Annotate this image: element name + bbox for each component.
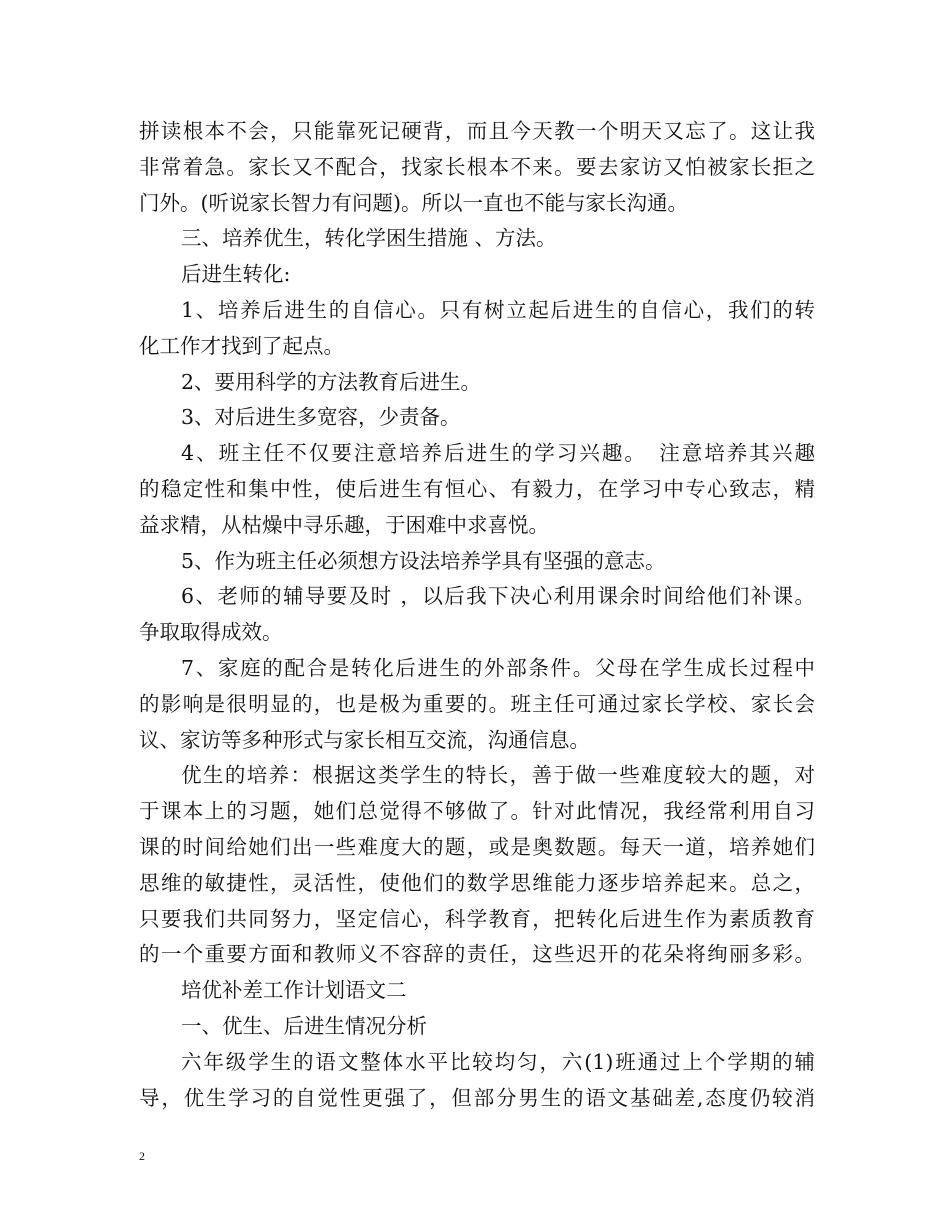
text-line: 6、老师的辅导要及时 ，以后我下决心利用课余时间给他们补课。 [181,584,815,609]
page-number: 2 [139,1149,145,1163]
text-line: 课的时间给她们出一些难度大的题，或是奥数题。每天一道，培养她们 [139,834,815,859]
text-line: 化工作才找到了起点。 [139,333,344,358]
text-line: 的影响是很明显的，也是极为重要的。班主任可通过家长学校、家长会 [139,691,815,716]
text-line: 于课本上的习题，她们总觉得不够做了。针对此情况，我经常利用自习 [139,799,815,824]
text-line: 只要我们共同努力，坚定信心，科学教育，把转化后进生作为素质教育 [139,906,815,931]
text-line: 导，优生学习的自觉性更强了，但部分男生的语文基础差,态度仍较消 [139,1085,815,1110]
text-line: 4、班主任不仅要注意培养后进生的学习兴趣。 注意培养其兴趣 [181,441,815,466]
text-line: 5、作为班主任必须想方设法培养学具有坚强的意志。 [181,548,666,573]
document-body [139,114,815,1116]
text-line: 的一个重要方面和教师义不容辞的责任，这些迟开的花朵将绚丽多彩。 [139,942,815,967]
text-line: 3、对后进生多宽容，少责备。 [181,405,461,430]
text-line: 门外。(听说家长智力有问题)。所以一直也不能与家长沟通。 [139,190,688,215]
text-line: 六年级学生的语文整体水平比较均匀，六(1)班通过上个学期的辅 [181,1049,815,1074]
text-line: 拼读根本不会，只能靠死记硬背，而且今天教一个明天又忘了。这让我 [139,119,815,143]
text-line: 后进生转化: [181,262,291,287]
text-line: 2、要用科学的方法教育后进生。 [181,369,482,394]
text-line: 的稳定性和集中性，使后进生有恒心、有毅力，在学习中专心致志，精 [139,476,815,501]
text-line: 议、家访等多种形式与家长相互交流，沟通信息。 [139,727,590,752]
text-line: 优生的培养：根据这类学生的特长，善于做一些难度较大的题，对 [181,763,815,788]
text-line: 争取取得成效。 [139,620,283,645]
text-line: 三、培养优生，转化学困生措施 、方法。 [181,226,557,251]
text-line: 7、家庭的配合是转化后进生的外部条件。父母在学生成长过程中 [181,655,815,680]
text-line: 益求精，从枯燥中寻乐趣，于困难中求喜悦。 [139,512,549,537]
text-line: 非常着急。家长又不配合，找家长根本不来。要去家访又怕被家长拒之 [139,154,815,179]
text-line: 一、优生、后进生情况分析 [181,1013,427,1038]
text-line: 培优补差工作计划语文二 [181,978,407,1003]
text-line: 思维的敏捷性，灵活性，使他们的数学思维能力逐步培养起来。总之， [139,870,815,895]
text-line: 1、培养后进生的自信心。只有树立起后进生的自信心，我们的转 [181,297,815,322]
